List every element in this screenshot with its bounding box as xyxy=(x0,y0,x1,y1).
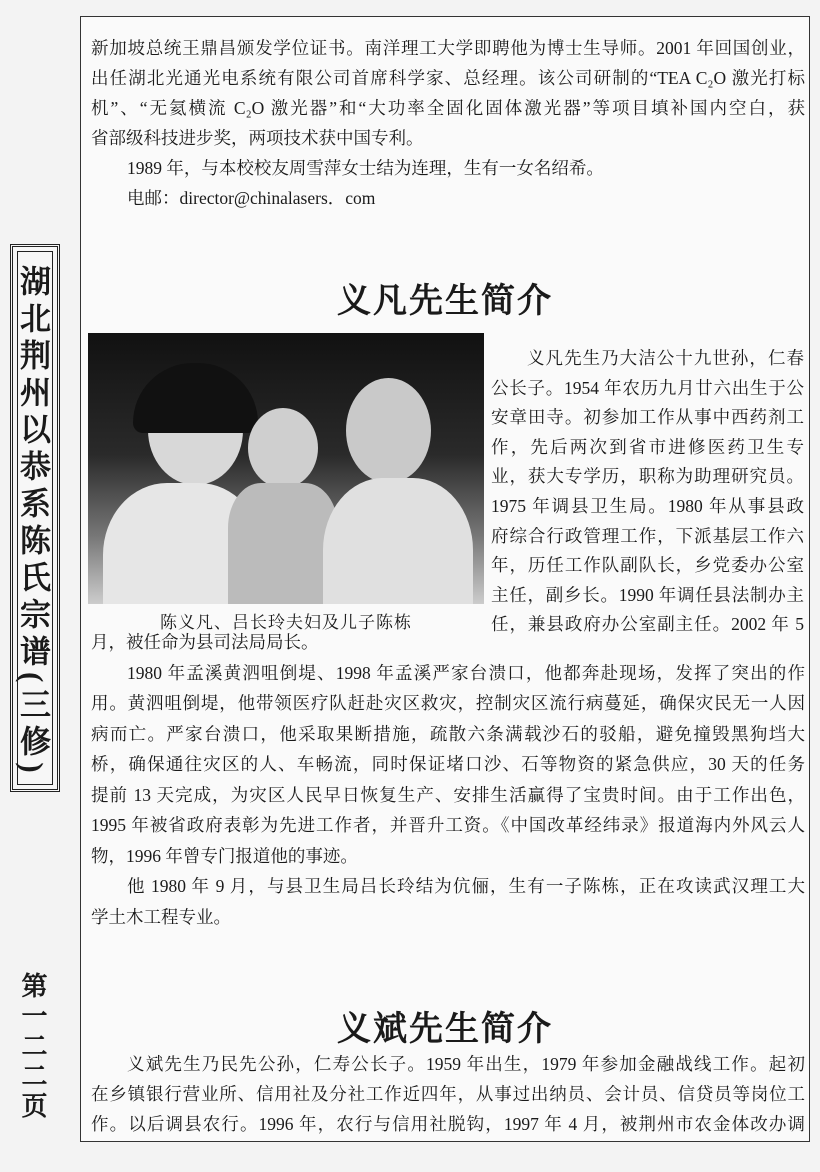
text-line: 义斌先生乃民先公孙，仁寿公长子。1959 年出生，1979 年参加金融战线工作。起初 xyxy=(127,1054,805,1074)
text-line: 新加坡总统王鼎昌颁发学位证书。南洋理工大学即聘他为博士生导师。2001 年回国创业， xyxy=(91,38,805,58)
text-line: 年，历任工作队副队长，乡党委办公室 xyxy=(491,555,804,576)
text-line: 病而亡。严家台溃口，他采取果断措施，疏散六条满载沙石的驳船，避免撞毁黑狗垱大 xyxy=(91,723,805,744)
text-line: 义凡先生乃大洁公十九世孙，仁春 xyxy=(527,348,804,368)
text-line: 出任湖北光通光电系统有限公司首席科学家、总经理。该公司研制的“TEA C₂O 激光打标 xyxy=(91,68,805,88)
text-line: 在乡镇银行营业所、信用社及分社工作近四年，从事过出纳员、会计员、信贷员等岗位工 xyxy=(91,1084,805,1104)
text-line: 月，被任命为县司法局局长。 xyxy=(91,632,319,652)
family-photo xyxy=(88,333,484,604)
photo-face-child xyxy=(248,408,318,488)
text-line: 1995 年被省政府表彰为先进工作者，并晋升工资。《中国改革经纬录》报道海内外风云人 xyxy=(91,815,805,835)
text-line: 省部级科技进步奖，两项技术获中国专利。 xyxy=(91,128,424,148)
section2-title: 义斌先生简介 xyxy=(337,1011,553,1048)
photo-body-right xyxy=(323,478,473,604)
text-line: 业，获大专学历，职称为助理研究员。 xyxy=(491,466,804,487)
photo-caption: 陈义凡、吕长玲夫妇及儿子陈栋 xyxy=(160,613,412,632)
section1-title: 义凡先生简介 xyxy=(337,283,553,320)
side-label-box xyxy=(10,244,60,792)
text-line: 作，先后两次到省市进修医药卫生专 xyxy=(491,436,804,457)
text-line: 桥，确保通往灾区的人、车畅流，同时保证堵口沙、石等物资的紧急供应，30 天的任务 xyxy=(91,754,805,774)
text-line: 府综合行政管理工作，下派基层工作六 xyxy=(491,525,804,546)
text-line: 1989 年，与本校校友周雪萍女士结为连理，生有一女名绍希。 xyxy=(127,158,604,178)
text-line: 1980 年孟溪黄泗咀倒堤、1998 年孟溪严家台溃口，他都奔赴现场，发挥了突出的作 xyxy=(127,662,805,683)
text-line: 他 1980 年 9 月，与县卫生局吕长玲结为伉俪，生有一子陈栋，正在攻读武汉理工大 xyxy=(127,876,805,896)
text-line: 用。黄泗咀倒堤，他带领医疗队赶赴灾区救灾，控制灾区流行病蔓延，确保灾民无一人因 xyxy=(91,693,805,713)
page-number: 第一二二页 xyxy=(18,972,47,1122)
text-line: 任，兼县政府办公室副主任。2002 年 5 xyxy=(491,614,804,635)
text-line: 物，1996 年曾专门报道他的事迹。 xyxy=(91,845,358,866)
text-line: 1975 年调县卫生局。1980 年从事县政 xyxy=(491,496,804,516)
text-line: 机”、“无氦横流 C₂O 激光器”和“大功率全固化固体激光器”等项目填补国内空白，获 xyxy=(91,98,805,118)
photo-hair-left xyxy=(133,363,258,433)
text-line: 安章田寺。初参加工作从事中西药剂工 xyxy=(491,407,804,428)
text-line: 主任，副乡长。1990 年调任县法制办主 xyxy=(491,584,804,605)
text-line: 电邮：director@chinalasers．com xyxy=(127,188,376,208)
photo-body-child xyxy=(228,483,338,604)
text-line: 提前 13 天完成，为灾区人民早日恢复生产、安排生活赢得了宝贵时间。由于工作出色， xyxy=(91,784,805,805)
text-line: 学土木工程专业。 xyxy=(91,906,231,927)
photo-face-right xyxy=(346,378,431,483)
side-label: 湖北荆州以恭系陈氏宗谱(三修) xyxy=(15,265,50,779)
text-line: 公长子。1954 年农历九月廿六出生于公 xyxy=(491,377,804,398)
text-line: 作。以后调县农行。1996 年，农行与信用社脱钩，1997 年 4 月，被荆州市农金体改办调 xyxy=(91,1114,805,1134)
